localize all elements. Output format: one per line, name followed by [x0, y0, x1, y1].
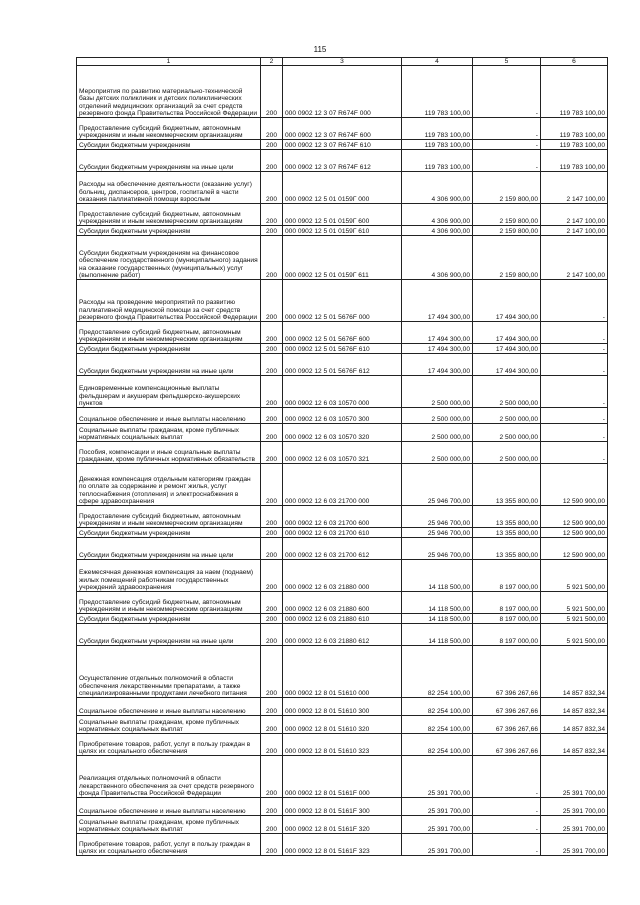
table-header-row — [77, 58, 608, 66]
row-name: Осуществление отдельных полномочий в области обеспечения лекарственными препаратами, а также специализированными продуктами лечебного питания — [77, 646, 261, 698]
table-row — [77, 614, 608, 624]
row-admin-code: 200 — [261, 118, 283, 140]
row-amount-remaining: 119 783 100,00 — [541, 140, 608, 150]
row-admin-code: 200 — [261, 646, 283, 698]
row-budget-code: 000 0902 12 3 07 R674F 610 — [283, 140, 402, 150]
row-amount-executed: 67 396 267,66 — [473, 646, 541, 698]
row-amount-total: 25 946 700,00 — [402, 528, 473, 538]
row-name: Социальные выплаты гражданам, кроме публичных нормативных социальных выплат — [77, 424, 261, 442]
row-budget-code: 000 0902 12 5 01 5676F 000 — [283, 280, 402, 322]
row-budget-code: 000 0902 12 5 01 0159Г 610 — [283, 226, 402, 236]
row-amount-executed: 2 500 000,00 — [473, 376, 541, 408]
row-amount-remaining: 119 783 100,00 — [541, 118, 608, 140]
row-budget-code: 000 0902 12 3 07 R674F 600 — [283, 118, 402, 140]
row-amount-total: 14 118 500,00 — [402, 592, 473, 614]
row-name: Субсидии бюджетным учреждениям на иные цели — [77, 150, 261, 172]
row-budget-code: 000 0902 12 6 03 10570 321 — [283, 442, 402, 464]
row-budget-code: 000 0902 12 6 03 21700 000 — [283, 464, 402, 506]
table-row — [77, 280, 608, 322]
row-amount-remaining: 5 921 500,00 — [541, 614, 608, 624]
row-admin-code: 200 — [261, 376, 283, 408]
row-budget-code: 000 0902 12 6 03 21880 600 — [283, 592, 402, 614]
row-name: Мероприятия по развитию материально-технической базы детских поликлиник и детских поликлинических отделений медицинских организаций за счет средств резервного фонда Правительства Российской Федерации — [77, 66, 261, 118]
row-amount-total: 25 946 700,00 — [402, 506, 473, 528]
row-admin-code: 200 — [261, 66, 283, 118]
table-row — [77, 624, 608, 646]
row-name: Приобретение товаров, работ, услуг в пользу граждан в целях их социального обеспечения — [77, 834, 261, 856]
table-row — [77, 506, 608, 528]
row-budget-code: 000 0902 12 3 07 R674F 000 — [283, 66, 402, 118]
row-name: Приобретение товаров, работ, услуг в пользу граждан в целях их социального обеспечения — [77, 734, 261, 756]
row-amount-remaining: 25 391 700,00 — [541, 834, 608, 856]
row-budget-code: 000 0902 12 5 01 5676F 612 — [283, 354, 402, 376]
row-name: Социальные выплаты гражданам, кроме публичных нормативных социальных выплат — [77, 816, 261, 834]
row-amount-executed: 2 500 000,00 — [473, 442, 541, 464]
row-budget-code: 000 0902 12 6 03 21880 000 — [283, 560, 402, 592]
row-amount-remaining: 5 921 500,00 — [541, 592, 608, 614]
column-header: 3 — [283, 58, 402, 66]
row-budget-code: 000 0902 12 8 01 51610 300 — [283, 698, 402, 716]
row-amount-total: 14 118 500,00 — [402, 624, 473, 646]
row-budget-code: 000 0902 12 8 01 5161F 000 — [283, 756, 402, 798]
row-budget-code: 000 0902 12 8 01 51610 323 — [283, 734, 402, 756]
table-row — [77, 424, 608, 442]
table-row — [77, 354, 608, 376]
row-amount-remaining: - — [541, 344, 608, 354]
row-amount-total: 17 494 300,00 — [402, 280, 473, 322]
row-amount-remaining: 25 391 700,00 — [541, 816, 608, 834]
row-budget-code: 000 0902 12 6 03 10570 320 — [283, 424, 402, 442]
row-name: Социальное обеспечение и иные выплаты населению — [77, 798, 261, 816]
row-name: Социальные выплаты гражданам, кроме публичных нормативных социальных выплат — [77, 716, 261, 734]
row-amount-remaining: 14 857 832,34 — [541, 716, 608, 734]
row-admin-code: 200 — [261, 624, 283, 646]
row-amount-remaining: - — [541, 376, 608, 408]
row-amount-executed: 13 355 800,00 — [473, 464, 541, 506]
row-name: Пособия, компенсации и иные социальные выплаты гражданам, кроме публичных нормативных обязательств — [77, 442, 261, 464]
row-budget-code: 000 0902 12 8 01 5161F 300 — [283, 798, 402, 816]
row-admin-code: 200 — [261, 834, 283, 856]
table-row — [77, 798, 608, 816]
row-admin-code: 200 — [261, 354, 283, 376]
table-row — [77, 140, 608, 150]
row-amount-remaining: 12 590 900,00 — [541, 506, 608, 528]
table-row — [77, 172, 608, 204]
row-amount-remaining: 14 857 832,34 — [541, 646, 608, 698]
table-row — [77, 538, 608, 560]
row-name: Предоставление субсидий бюджетным, автономным учреждениям и иным некоммерческим организациям — [77, 506, 261, 528]
row-budget-code: 000 0902 12 6 03 21700 600 — [283, 506, 402, 528]
row-amount-total: 25 391 700,00 — [402, 816, 473, 834]
row-amount-executed: 13 355 800,00 — [473, 538, 541, 560]
row-amount-executed: 67 396 267,66 — [473, 716, 541, 734]
table-row — [77, 236, 608, 280]
row-name: Предоставление субсидий бюджетным, автономным учреждениям и иным некоммерческим организациям — [77, 204, 261, 226]
row-amount-executed: - — [473, 798, 541, 816]
row-amount-executed: - — [473, 756, 541, 798]
row-amount-total: 119 783 100,00 — [402, 66, 473, 118]
row-name: Субсидии бюджетным учреждениям на иные цели — [77, 354, 261, 376]
row-amount-remaining: 14 857 832,34 — [541, 734, 608, 756]
row-amount-total: 4 306 900,00 — [402, 226, 473, 236]
row-amount-total: 82 254 100,00 — [402, 698, 473, 716]
row-amount-remaining: 2 147 100,00 — [541, 226, 608, 236]
row-name: Предоставление субсидий бюджетным, автономным учреждениям и иным некоммерческим организациям — [77, 322, 261, 344]
row-amount-executed: - — [473, 816, 541, 834]
row-admin-code: 200 — [261, 140, 283, 150]
row-name: Субсидии бюджетным учреждениям — [77, 528, 261, 538]
row-name: Субсидии бюджетным учреждениям — [77, 344, 261, 354]
row-admin-code: 200 — [261, 226, 283, 236]
budget-table — [76, 57, 608, 856]
row-budget-code: 000 0902 12 8 01 51610 000 — [283, 646, 402, 698]
row-amount-remaining: - — [541, 408, 608, 424]
row-name: Субсидии бюджетным учреждениям на финансовое обеспечение государственного (муниципального) задания на оказание государственных (муниципальных) услуг (выполнение работ) — [77, 236, 261, 280]
row-amount-executed: 17 494 300,00 — [473, 322, 541, 344]
row-amount-remaining: 12 590 900,00 — [541, 528, 608, 538]
row-amount-executed: 8 197 000,00 — [473, 624, 541, 646]
table-row — [77, 816, 608, 834]
row-name: Социальное обеспечение и иные выплаты населению — [77, 408, 261, 424]
row-amount-total: 119 783 100,00 — [402, 118, 473, 140]
row-budget-code: 000 0902 12 8 01 5161F 323 — [283, 834, 402, 856]
row-amount-remaining: - — [541, 354, 608, 376]
row-admin-code: 200 — [261, 236, 283, 280]
row-admin-code: 200 — [261, 698, 283, 716]
row-name: Социальное обеспечение и иные выплаты населению — [77, 698, 261, 716]
row-admin-code: 200 — [261, 408, 283, 424]
row-amount-total: 2 500 000,00 — [402, 408, 473, 424]
row-amount-total: 25 946 700,00 — [402, 538, 473, 560]
row-admin-code: 200 — [261, 816, 283, 834]
row-amount-total: 82 254 100,00 — [402, 716, 473, 734]
row-admin-code: 200 — [261, 322, 283, 344]
row-amount-remaining: 2 147 100,00 — [541, 204, 608, 226]
row-amount-remaining: 14 857 832,34 — [541, 698, 608, 716]
row-amount-remaining: - — [541, 442, 608, 464]
row-admin-code: 200 — [261, 150, 283, 172]
table-row — [77, 118, 608, 140]
table-row — [77, 756, 608, 798]
table-row — [77, 408, 608, 424]
table-row — [77, 528, 608, 538]
row-admin-code: 200 — [261, 538, 283, 560]
row-admin-code: 200 — [261, 424, 283, 442]
row-amount-executed: - — [473, 66, 541, 118]
row-amount-executed: 2 500 000,00 — [473, 408, 541, 424]
row-amount-remaining: 12 590 900,00 — [541, 538, 608, 560]
row-name: Субсидии бюджетным учреждениям на иные цели — [77, 538, 261, 560]
row-name: Расходы на обеспечение деятельности (оказание услуг) больниц, диспансеров, центров, госпиталей в части оказания паллиативной помощи взрослым — [77, 172, 261, 204]
row-amount-executed: 2 159 800,00 — [473, 204, 541, 226]
row-amount-total: 25 946 700,00 — [402, 464, 473, 506]
row-amount-executed: 67 396 267,66 — [473, 698, 541, 716]
row-amount-executed: 2 500 000,00 — [473, 424, 541, 442]
row-amount-remaining: 25 391 700,00 — [541, 756, 608, 798]
row-amount-remaining: 25 391 700,00 — [541, 798, 608, 816]
row-budget-code: 000 0902 12 8 01 51610 320 — [283, 716, 402, 734]
table-row — [77, 716, 608, 734]
row-admin-code: 200 — [261, 798, 283, 816]
row-amount-remaining: 2 147 100,00 — [541, 236, 608, 280]
row-amount-total: 17 494 300,00 — [402, 322, 473, 344]
table-row — [77, 592, 608, 614]
table-row — [77, 698, 608, 716]
row-amount-total: 25 391 700,00 — [402, 834, 473, 856]
row-admin-code: 200 — [261, 506, 283, 528]
row-budget-code: 000 0902 12 5 01 5676F 610 — [283, 344, 402, 354]
row-name: Единовременные компенсационные выплаты фельдшерам и акушерам фельдшерско-акушерских пунктов — [77, 376, 261, 408]
row-amount-executed: 67 396 267,66 — [473, 734, 541, 756]
table-row — [77, 226, 608, 236]
row-name: Субсидии бюджетным учреждениям — [77, 140, 261, 150]
row-admin-code: 200 — [261, 560, 283, 592]
row-amount-total: 119 783 100,00 — [402, 140, 473, 150]
row-amount-executed: 2 159 800,00 — [473, 236, 541, 280]
row-budget-code: 000 0902 12 6 03 21880 610 — [283, 614, 402, 624]
row-budget-code: 000 0902 12 6 03 21700 612 — [283, 538, 402, 560]
row-amount-total: 4 306 900,00 — [402, 172, 473, 204]
page-number: 115 — [313, 45, 327, 54]
row-amount-remaining: 12 590 900,00 — [541, 464, 608, 506]
table-row — [77, 834, 608, 856]
row-amount-remaining: 5 921 500,00 — [541, 624, 608, 646]
row-admin-code: 200 — [261, 204, 283, 226]
table-row — [77, 204, 608, 226]
row-admin-code: 200 — [261, 464, 283, 506]
row-name: Субсидии бюджетным учреждениям — [77, 226, 261, 236]
row-admin-code: 200 — [261, 734, 283, 756]
row-amount-executed: 13 355 800,00 — [473, 528, 541, 538]
row-amount-total: 17 494 300,00 — [402, 344, 473, 354]
row-amount-executed: 17 494 300,00 — [473, 354, 541, 376]
row-amount-executed: 17 494 300,00 — [473, 344, 541, 354]
row-budget-code: 000 0902 12 8 01 5161F 320 — [283, 816, 402, 834]
column-header: 4 — [402, 58, 473, 66]
row-amount-total: 17 494 300,00 — [402, 354, 473, 376]
row-amount-executed: 8 197 000,00 — [473, 560, 541, 592]
row-amount-total: 2 500 000,00 — [402, 442, 473, 464]
row-amount-executed: - — [473, 118, 541, 140]
table-row — [77, 66, 608, 118]
row-amount-total: 4 306 900,00 — [402, 204, 473, 226]
row-amount-remaining: - — [541, 280, 608, 322]
row-name: Реализация отдельных полномочий в области лекарственного обеспечения за счет средств резервного фонда Правительства Российской Федерации — [77, 756, 261, 798]
table-row — [77, 646, 608, 698]
row-amount-executed: 13 355 800,00 — [473, 506, 541, 528]
row-amount-total: 82 254 100,00 — [402, 646, 473, 698]
table-row — [77, 344, 608, 354]
row-amount-remaining: - — [541, 424, 608, 442]
row-amount-executed: - — [473, 150, 541, 172]
row-budget-code: 000 0902 12 5 01 0159Г 000 — [283, 172, 402, 204]
row-amount-executed: 17 494 300,00 — [473, 280, 541, 322]
row-amount-remaining: 5 921 500,00 — [541, 560, 608, 592]
table-row — [77, 150, 608, 172]
row-amount-total: 4 306 900,00 — [402, 236, 473, 280]
column-header: 1 — [77, 58, 261, 66]
row-amount-executed: - — [473, 834, 541, 856]
table-row — [77, 464, 608, 506]
row-admin-code: 200 — [261, 614, 283, 624]
row-amount-executed: 8 197 000,00 — [473, 592, 541, 614]
row-name: Ежемесячная денежная компенсация за наем (поднаем) жилых помещений работникам государственных учреждений здравоохранения — [77, 560, 261, 592]
table-row — [77, 442, 608, 464]
column-header: 5 — [473, 58, 541, 66]
row-name: Предоставление субсидий бюджетным, автономным учреждениям и иным некоммерческим организациям — [77, 592, 261, 614]
table-row — [77, 560, 608, 592]
row-budget-code: 000 0902 12 5 01 0159Г 600 — [283, 204, 402, 226]
row-budget-code: 000 0902 12 6 03 21700 610 — [283, 528, 402, 538]
row-admin-code: 200 — [261, 716, 283, 734]
row-admin-code: 200 — [261, 280, 283, 322]
row-amount-remaining: - — [541, 322, 608, 344]
row-budget-code: 000 0902 12 6 03 10570 000 — [283, 376, 402, 408]
row-budget-code: 000 0902 12 6 03 21880 612 — [283, 624, 402, 646]
row-name: Субсидии бюджетным учреждениям на иные цели — [77, 624, 261, 646]
row-amount-total: 82 254 100,00 — [402, 734, 473, 756]
row-name: Субсидии бюджетным учреждениям — [77, 614, 261, 624]
row-budget-code: 000 0902 12 6 03 10570 300 — [283, 408, 402, 424]
row-admin-code: 200 — [261, 344, 283, 354]
row-amount-remaining: 119 783 100,00 — [541, 66, 608, 118]
row-budget-code: 000 0902 12 5 01 5676F 600 — [283, 322, 402, 344]
row-amount-total: 25 391 700,00 — [402, 798, 473, 816]
row-amount-executed: - — [473, 140, 541, 150]
row-name: Расходы на проведение мероприятий по развитию паллиативной медицинской помощи за счет средств резервного фонда Правительства Российской Федерации — [77, 280, 261, 322]
row-amount-total: 2 500 000,00 — [402, 424, 473, 442]
table-row — [77, 376, 608, 408]
row-amount-executed: 2 159 800,00 — [473, 172, 541, 204]
row-amount-total: 14 118 500,00 — [402, 560, 473, 592]
row-amount-remaining: 2 147 100,00 — [541, 172, 608, 204]
row-admin-code: 200 — [261, 528, 283, 538]
row-amount-remaining: 119 783 100,00 — [541, 150, 608, 172]
row-name: Предоставление субсидий бюджетным, автономным учреждениям и иным некоммерческим организациям — [77, 118, 261, 140]
row-budget-code: 000 0902 12 3 07 R674F 612 — [283, 150, 402, 172]
row-budget-code: 000 0902 12 5 01 0159Г 611 — [283, 236, 402, 280]
table-row — [77, 322, 608, 344]
row-admin-code: 200 — [261, 172, 283, 204]
row-admin-code: 200 — [261, 756, 283, 798]
table-row — [77, 734, 608, 756]
row-amount-total: 25 391 700,00 — [402, 756, 473, 798]
row-name: Денежная компенсация отдельным категориям граждан по оплате за содержание и ремонт жилья, услуг теплоснабжения (отопления) и электроснабжения в сфере здравоохранения — [77, 464, 261, 506]
row-admin-code: 200 — [261, 592, 283, 614]
row-amount-total: 2 500 000,00 — [402, 376, 473, 408]
row-amount-total: 14 118 500,00 — [402, 614, 473, 624]
column-header: 6 — [541, 58, 608, 66]
row-admin-code: 200 — [261, 442, 283, 464]
row-amount-total: 119 783 100,00 — [402, 150, 473, 172]
row-amount-executed: 2 159 800,00 — [473, 226, 541, 236]
row-amount-executed: 8 197 000,00 — [473, 614, 541, 624]
column-header: 2 — [261, 58, 283, 66]
